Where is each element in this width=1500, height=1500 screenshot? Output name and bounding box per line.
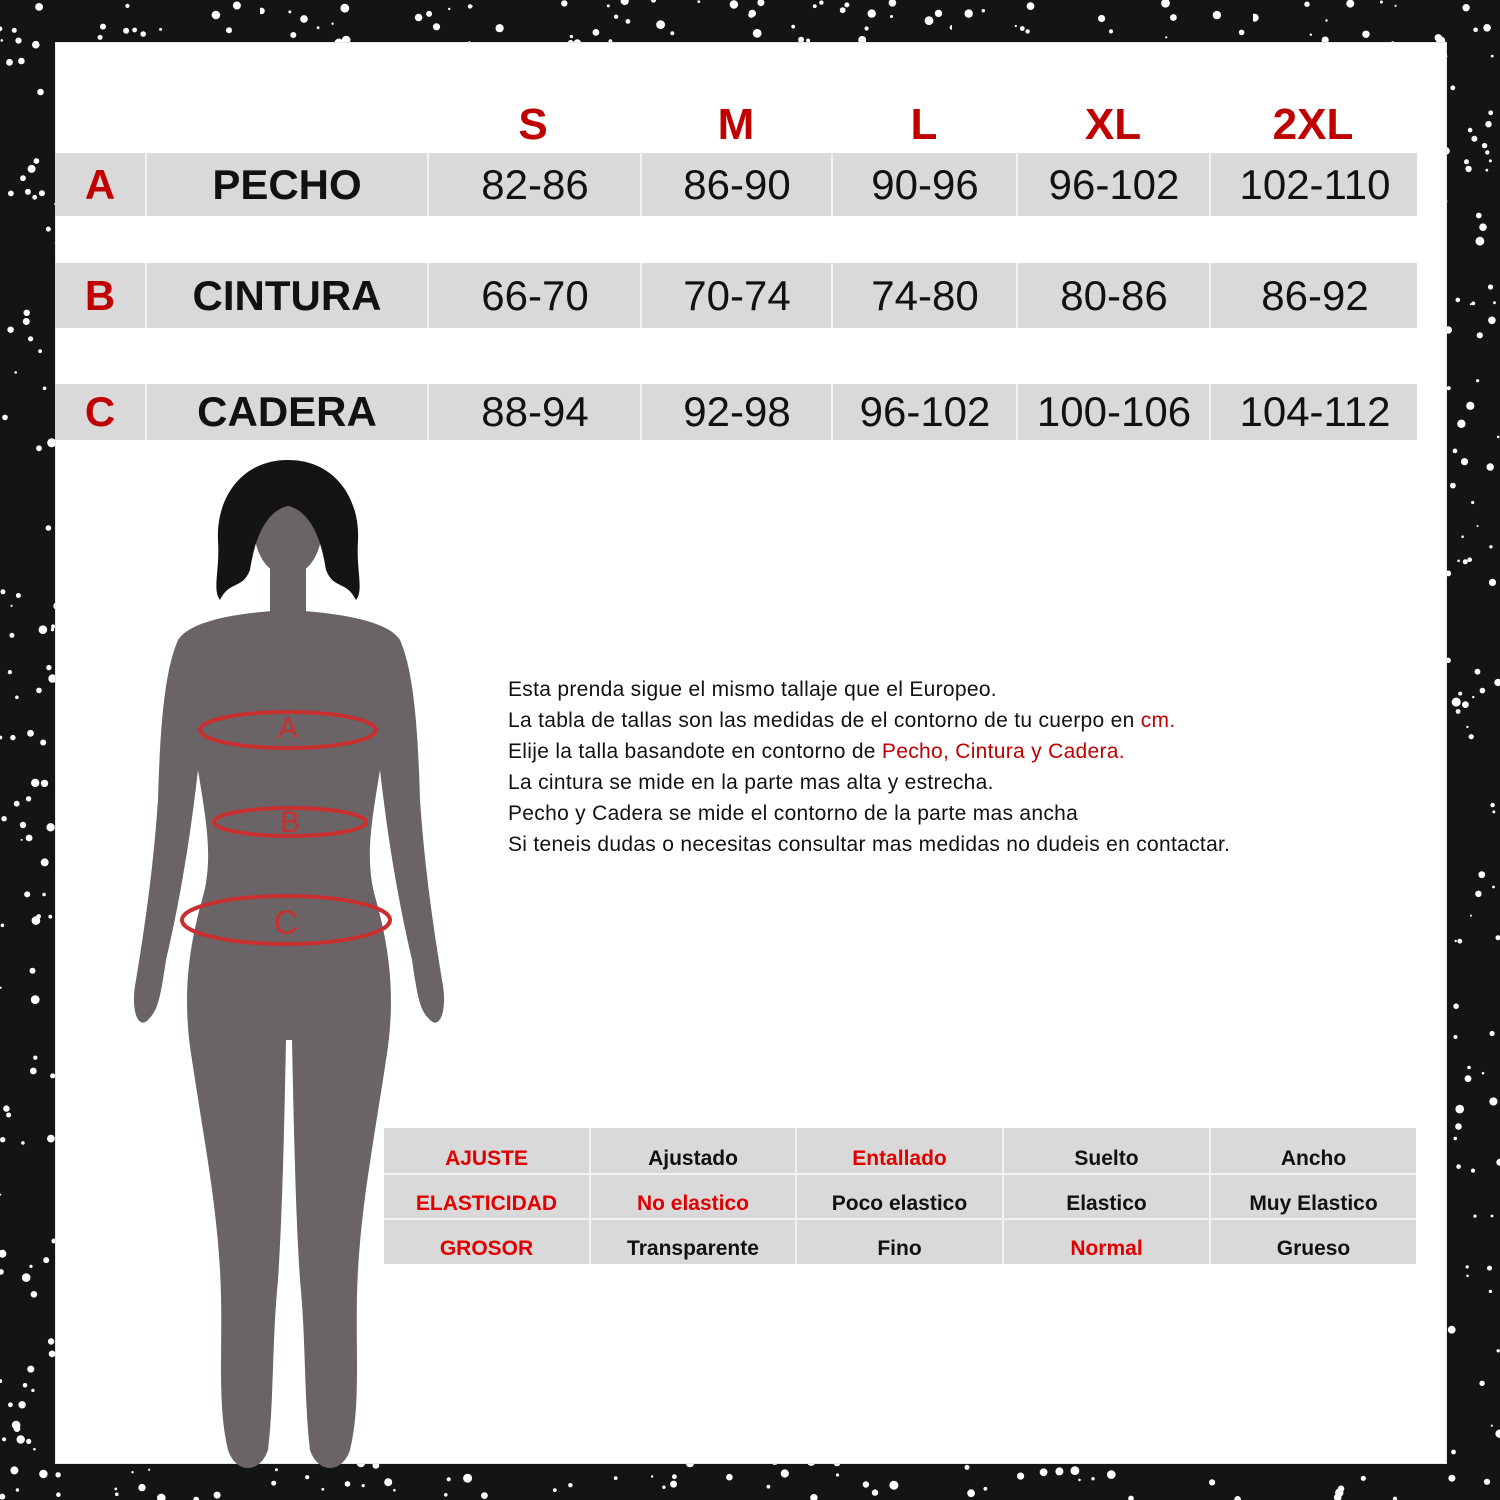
size-header-m: M: [717, 100, 755, 149]
description-text: Elije la talla basandote en contorno de: [508, 740, 882, 763]
description-line: Pecho y Cadera se mide el contorno de la parte mas ancha: [508, 802, 1079, 825]
attribute-option: Entallado: [852, 1147, 947, 1170]
value-cell: 90-96: [831, 153, 1017, 216]
description-line: [508, 736, 1408, 767]
attribute-option: Elastico: [1066, 1192, 1147, 1215]
row-letter: C: [84, 388, 116, 435]
size-header-2xl: 2XL: [1272, 100, 1354, 149]
size-guide-description: [508, 674, 1408, 860]
value-cell: 92-98: [640, 384, 832, 440]
description-line: La cintura se mide en la parte mas alta y estrecha.: [508, 771, 994, 794]
value-cell: 80-86: [1016, 263, 1210, 328]
value-cell: 82-86: [427, 153, 641, 216]
row-name: CINTURA: [145, 263, 427, 328]
value-cell: 74-80: [831, 263, 1017, 328]
value-cell: 70-74: [640, 263, 832, 328]
description-line: Esta prenda sigue el mismo tallaje que el Europeo.: [508, 678, 997, 701]
row-letter: B: [84, 271, 116, 319]
attribute-option: No elastico: [636, 1192, 750, 1215]
measurement-row-pecho: [55, 153, 1417, 216]
measurement-row-cintura: [55, 263, 1417, 328]
measurement-row-cadera: [55, 384, 1417, 440]
row-name: PECHO: [145, 153, 427, 216]
attribute-option: Normal: [1070, 1237, 1143, 1260]
description-highlight: Pecho, Cintura y Cadera: [881, 740, 1119, 763]
description-line: Si teneis dudas o necesitas consultar mas medidas no dudeis en contactar.: [508, 833, 1231, 856]
row-letter: A: [84, 160, 116, 208]
value-cell: 100-106: [1016, 384, 1210, 440]
size-header-xl: XL: [1084, 100, 1142, 149]
description-text: La tabla de tallas son las medidas de el contorno de tu cuerpo en: [508, 709, 1141, 732]
value-cell: 86-92: [1209, 263, 1419, 328]
garment-attributes-table: [384, 1128, 1416, 1264]
attribute-label: GROSOR: [439, 1237, 534, 1260]
description-punct: .: [1169, 709, 1176, 732]
value-cell: 104-112: [1209, 384, 1419, 440]
body-silhouette-figure: [120, 440, 460, 1480]
value-cell: 102-110: [1209, 153, 1419, 216]
attribute-option: Muy Elastico: [1249, 1192, 1378, 1215]
value-cell: 96-102: [831, 384, 1017, 440]
attribute-option: Ajustado: [648, 1147, 738, 1170]
value-cell: 96-102: [1016, 153, 1210, 216]
attribute-option: Fino: [877, 1237, 922, 1260]
row-name: CADERA: [145, 384, 427, 440]
description-punct: .: [1118, 740, 1125, 763]
attribute-label: ELASTICIDAD: [415, 1192, 558, 1215]
attribute-option: Ancho: [1280, 1147, 1347, 1170]
body-silhouette: [134, 480, 444, 1468]
ring-label-b: B: [279, 806, 301, 839]
size-header-s: S: [518, 100, 548, 149]
value-cell: 88-94: [427, 384, 641, 440]
attribute-option: Suelto: [1074, 1147, 1139, 1170]
attribute-label: AJUSTE: [445, 1147, 528, 1170]
ring-label-a: A: [277, 712, 299, 745]
size-header-l: L: [910, 100, 938, 149]
ring-label-c: C: [273, 904, 299, 942]
value-cell: 66-70: [427, 263, 641, 328]
description-line: [508, 705, 1408, 736]
attribute-option: Grueso: [1276, 1237, 1351, 1260]
description-highlight: cm: [1140, 709, 1170, 732]
attribute-option: Poco elastico: [831, 1192, 968, 1215]
attribute-option: Transparente: [627, 1237, 759, 1260]
value-cell: 86-90: [640, 153, 832, 216]
